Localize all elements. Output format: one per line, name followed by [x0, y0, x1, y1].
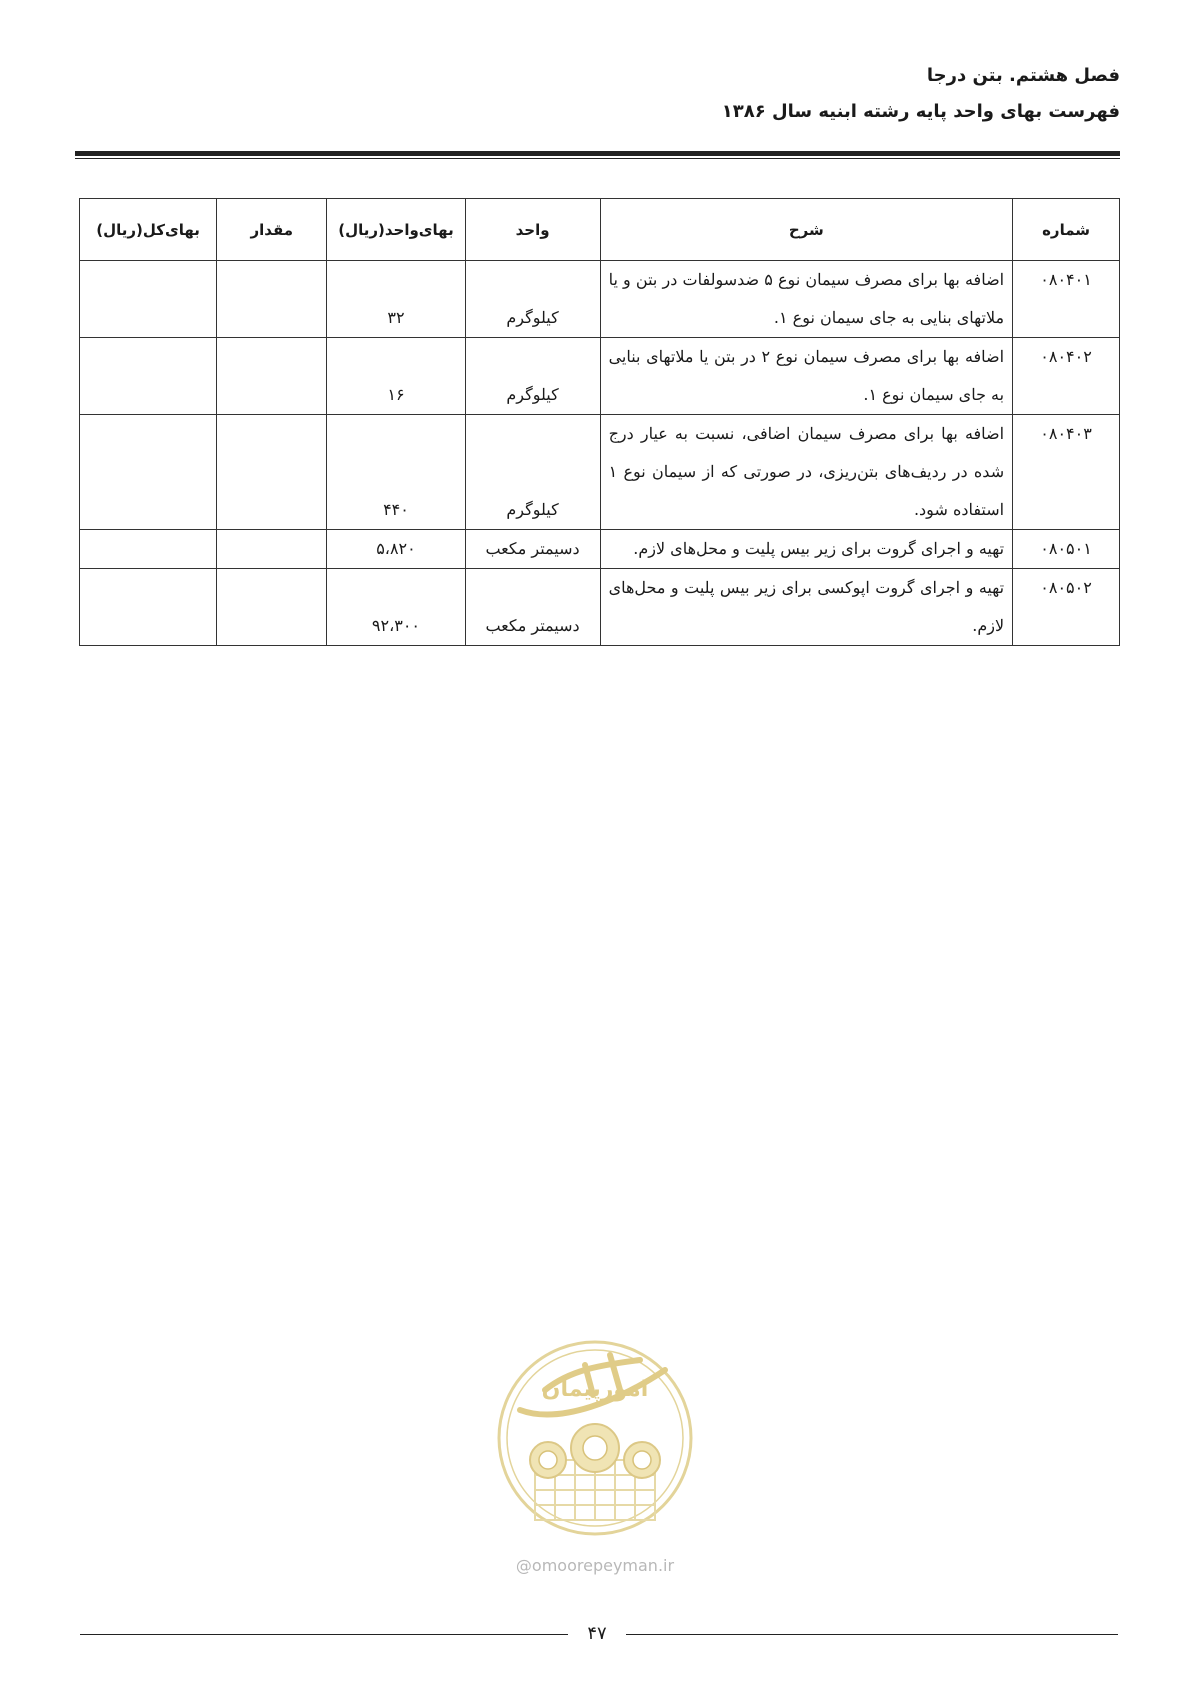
table-row	[80, 415, 1120, 530]
column-header-description: شرح	[600, 199, 1013, 261]
item-number: ۰۸۰۵۰۱	[1013, 530, 1120, 569]
column-header-unit: واحد	[465, 199, 600, 261]
item-unit-price: ۵،۸۲۰	[327, 530, 465, 569]
column-header-quantity: مقدار	[217, 199, 327, 261]
column-header-unit-price: بهای‌واحد(ریال)	[327, 199, 465, 261]
item-total-price	[80, 569, 217, 646]
item-unit: کیلوگرم	[465, 261, 600, 338]
document-title: فهرست بهای واحد پایه رشته ابنیه سال ۱۳۸۶	[721, 101, 1120, 122]
chapter-title: فصل هشتم. بتن درجا	[926, 65, 1120, 86]
item-unit-price: ۹۲،۳۰۰	[327, 569, 465, 646]
table-row	[80, 530, 1120, 569]
item-unit-price: ۱۶	[327, 338, 465, 415]
item-total-price	[80, 261, 217, 338]
page-header	[80, 58, 1120, 130]
watermark-caption: @omoorepeyman.ir	[515, 1556, 675, 1575]
item-quantity	[217, 338, 327, 415]
item-quantity	[217, 415, 327, 530]
table-header-row	[80, 199, 1120, 261]
header-rule-thin	[75, 158, 1120, 159]
item-total-price	[80, 415, 217, 530]
item-number: ۰۸۰۴۰۲	[1013, 338, 1120, 415]
item-unit-price: ۳۲	[327, 261, 465, 338]
omoorepeyman-seal-icon	[490, 1330, 700, 1550]
page-number: ۴۷	[587, 1623, 607, 1644]
watermark-logo	[490, 1330, 700, 1575]
item-unit: دسیمتر مکعب	[465, 530, 600, 569]
footer-rule-right	[626, 1634, 1118, 1635]
item-unit: کیلوگرم	[465, 415, 600, 530]
item-description: اضافه بها برای مصرف سیمان اضافی، نسبت به عیار درج شده در ردیف‌های بتن‌ریزی، در صورتی که از سیمان نوع ۱ استفاده شود.	[600, 415, 1013, 530]
item-number: ۰۸۰۴۰۳	[1013, 415, 1120, 530]
item-description: تهیه و اجرای گروت برای زیر بیس پلیت و محل‌های لازم.	[600, 530, 1013, 569]
item-total-price	[80, 338, 217, 415]
item-quantity	[217, 569, 327, 646]
column-header-total-price: بهای‌کل(ریال)	[80, 199, 217, 261]
page-footer	[80, 1620, 1118, 1650]
header-rule-thick	[75, 151, 1120, 156]
item-unit-price: ۴۴۰	[327, 415, 465, 530]
item-number: ۰۸۰۵۰۲	[1013, 569, 1120, 646]
price-list-table	[79, 198, 1120, 646]
table-row	[80, 261, 1120, 338]
table-row	[80, 569, 1120, 646]
item-quantity	[217, 530, 327, 569]
item-unit: دسیمتر مکعب	[465, 569, 600, 646]
item-description: اضافه بها برای مصرف سیمان نوع ۲ در بتن یا ملاتهای بنایی به جای سیمان نوع ۱.	[600, 338, 1013, 415]
item-description: تهیه و اجرای گروت اپوکسی برای زیر بیس پلیت و محل‌های لازم.	[600, 569, 1013, 646]
item-total-price	[80, 530, 217, 569]
watermark-logo-text: امورپیمان	[541, 1377, 649, 1402]
item-number: ۰۸۰۴۰۱	[1013, 261, 1120, 338]
item-description: اضافه بها برای مصرف سیمان نوع ۵ ضدسولفات در بتن و یا ملاتهای بنایی به جای سیمان نوع ۱.	[600, 261, 1013, 338]
footer-rule-left	[80, 1634, 568, 1635]
item-unit: کیلوگرم	[465, 338, 600, 415]
column-header-number: شماره	[1013, 199, 1120, 261]
item-quantity	[217, 261, 327, 338]
table-row	[80, 338, 1120, 415]
